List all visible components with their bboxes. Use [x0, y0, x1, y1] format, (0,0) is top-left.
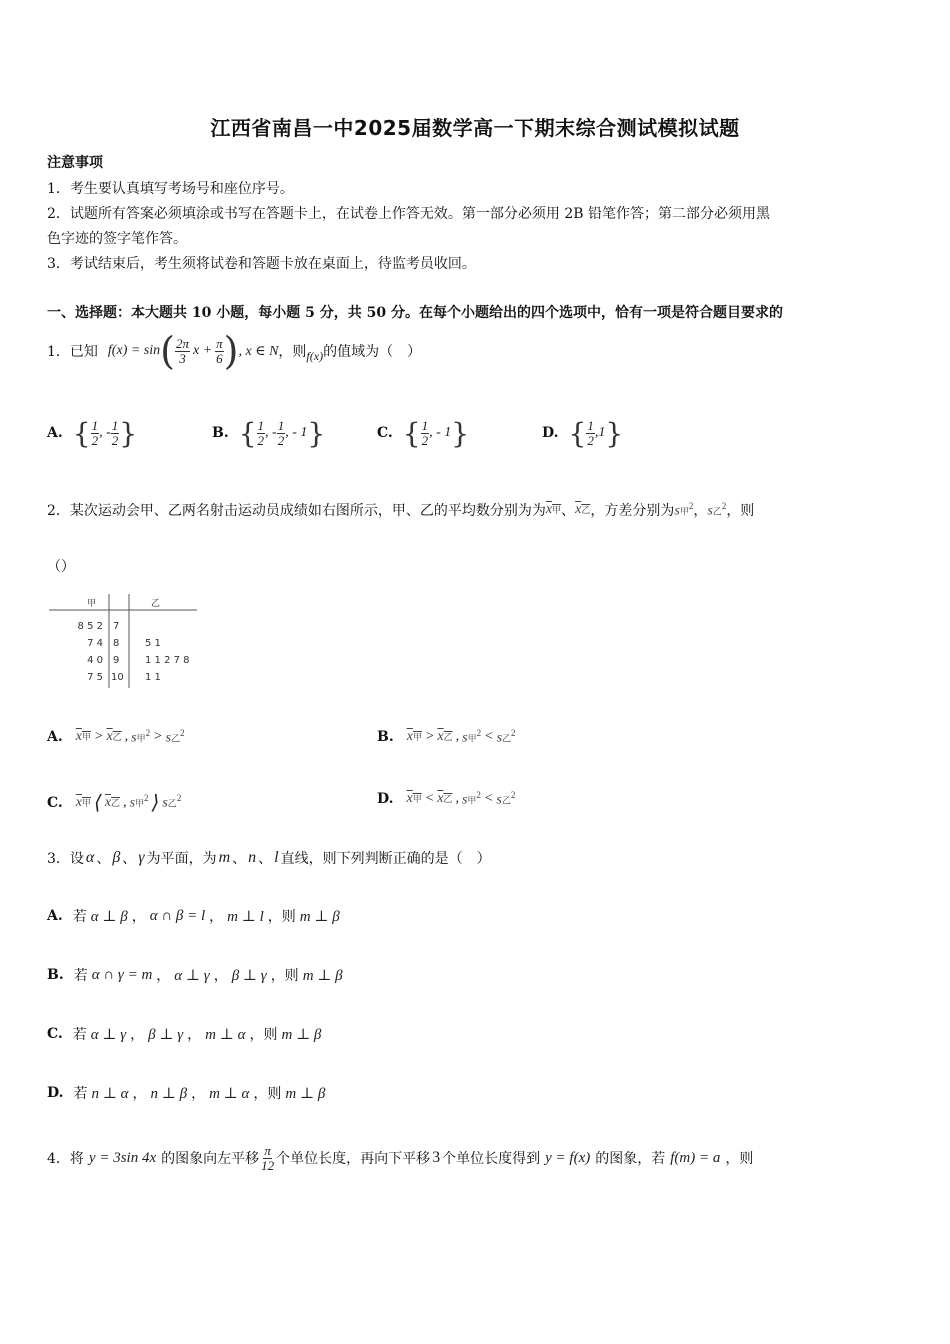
q1-option-d[interactable]	[542, 410, 623, 456]
q2-comma: ，	[693, 503, 708, 519]
q2-paren: （）	[47, 559, 75, 575]
q3-option-a[interactable]: A. 若 α ⊥ β ， α ∩ β = l ， m ⊥ l ，则 m ⊥ β	[47, 907, 340, 925]
q2-option-d[interactable]: D. x甲 < x乙 , s甲$^2$ < s乙$^2$	[377, 790, 516, 808]
option-label: D.	[47, 1085, 64, 1101]
frac-half: $\frac{1}{2}$	[111, 417, 119, 448]
q1-condition: , x ∈ N	[238, 343, 279, 359]
s-yi: s乙$^2$	[496, 728, 516, 746]
q1-tail: 的值域为（ ）	[323, 344, 422, 360]
condition-3: m ⊥ l	[227, 908, 264, 925]
result: m ⊥ β	[302, 967, 343, 984]
option-label: B.	[377, 729, 394, 746]
q3-mid: 为平面，为	[146, 851, 217, 867]
q2-xbar-yi: x乙	[575, 502, 591, 517]
frac-half: $\frac{1}{2}$	[277, 417, 285, 448]
question-3: 3．设 α 、 β 、 γ 为平面，为 m 、 n 、 l 直线，则下列判断正确的是（ ）	[47, 849, 491, 867]
q4-text-1: 的图象向左平移	[161, 1151, 260, 1167]
ruo: 若	[73, 968, 88, 984]
relation: ⟩	[151, 792, 160, 814]
xbar-yi: x乙	[437, 791, 453, 807]
q4-expr2: y = f(x)	[545, 1149, 591, 1166]
page-title: 江西省南昌一中2025届数学高一下期末综合测试模拟试题	[210, 116, 740, 140]
q2-sep: 、	[561, 503, 576, 519]
plot-header-jia: 甲	[87, 599, 97, 609]
q1-option-b[interactable]	[212, 410, 325, 456]
q4-text-2: 个单位长度，再向下平移	[276, 1151, 431, 1167]
q3-alpha: α	[85, 849, 95, 866]
q1-mid: x +	[192, 343, 213, 358]
condition-2: α ∩ β = l	[149, 907, 206, 924]
q1-tail-pre: ，则	[278, 344, 307, 360]
one: ,1	[594, 425, 606, 440]
q1-option-a[interactable]	[47, 410, 137, 456]
q1-fraction-2: $\frac{\pi}{6}$	[216, 335, 223, 366]
relation: <	[484, 729, 494, 745]
q3-option-d[interactable]: D. 若 n ⊥ α ， n ⊥ β ， m ⊥ α ，则 m ⊥ β	[47, 1085, 326, 1102]
plot-stem: 8	[113, 638, 120, 649]
s-jia: s甲$^2$	[129, 793, 149, 811]
condition-3: m ⊥ α	[209, 1085, 250, 1102]
neg-sign: , -	[265, 425, 277, 440]
q4-expr3: f(m) = a	[670, 1149, 721, 1166]
condition-3: m ⊥ α	[205, 1026, 246, 1043]
condition-2: β ⊥ γ	[148, 1026, 184, 1043]
neg-one: , - 1	[285, 425, 308, 440]
q1-close-paren: )	[223, 329, 239, 373]
q3-number: 3．设	[47, 851, 84, 867]
q3-gamma: γ	[138, 849, 145, 866]
condition-2: n ⊥ β	[150, 1085, 188, 1102]
q2-s-jia: s甲$^2$	[674, 500, 694, 519]
q2-option-b[interactable]: B. x甲 > x乙 , s甲$^2$ < s乙$^2$	[377, 728, 516, 746]
ruo: 若	[72, 909, 87, 925]
notice-item-2: 2．试题所有答案必须填涂或书写在答题卡上，在试卷上作答无效。第一部分必须用 2B 铅笔作答；第二部分必须用黑	[47, 206, 770, 222]
relation: ⟨	[94, 792, 102, 814]
section-heading: 一、选择题：本大题共 10 小题，每小题 5 分，共 50 分。在每个小题给出的四个选项中，恰有一项是符合题目要求的	[47, 305, 783, 321]
s-jia: s甲$^2$	[462, 728, 482, 746]
q1-fraction-1: $\frac{2\pi}{3}$	[175, 335, 189, 366]
notice-item-3: 3．考试结束后，考生须将试卷和答题卡放在桌面上，待监考员收回。	[47, 256, 476, 272]
option-label: A.	[47, 729, 63, 746]
s-yi: s乙$^2$	[496, 790, 516, 808]
neg-sign: , -	[99, 425, 111, 440]
s-jia: s甲$^2$	[131, 728, 151, 746]
q3-l: l	[274, 849, 279, 866]
xbar-jia: x甲	[406, 791, 422, 807]
relation: >	[424, 729, 435, 745]
notice-item-1: 1．考生要认真填写考场号和座位序号。	[47, 181, 294, 197]
plot-right-leaf: 1 1 2 7 8	[145, 655, 190, 666]
brace-close: }	[119, 416, 138, 450]
q2-text-c: ，则	[726, 503, 755, 519]
brace-open: {	[238, 416, 257, 450]
frac-half: $\frac{1}{2}$	[587, 417, 594, 448]
option-label: D.	[542, 425, 559, 441]
option-label: A.	[47, 425, 63, 441]
brace-close: }	[307, 416, 326, 450]
xbar-jia: x甲	[75, 794, 92, 810]
plot-left-leaf: 4 0	[87, 655, 103, 666]
q2-text-b: ，方差分别为	[590, 503, 675, 519]
q2-text-a: 2．某次运动会甲、乙两名射击运动员成绩如右图所示，甲、乙的平均数分别为为	[47, 503, 546, 519]
xbar-yi: x乙	[106, 729, 122, 745]
relation: <	[424, 791, 435, 807]
result: m ⊥ β	[281, 1026, 322, 1043]
option-label: B.	[47, 967, 64, 983]
q3-option-c[interactable]: C. 若 α ⊥ γ ， β ⊥ γ ， m ⊥ α ，则 m ⊥ β	[47, 1026, 322, 1043]
plot-stem: 7	[113, 621, 120, 632]
condition-1: α ⊥ γ	[90, 1026, 127, 1043]
plot-left-leaf: 8 5 2	[77, 621, 103, 632]
plot-stem: 9	[113, 655, 120, 666]
plot-left-leaf: 7 5	[87, 672, 103, 683]
q4-expr: y = 3sin 4x	[88, 1149, 157, 1166]
plot-left-leaf: 7 4	[87, 638, 103, 649]
q4-fraction: $\frac{\pi}{12}$	[261, 1142, 275, 1173]
plot-right-leaf: 5 1	[145, 638, 161, 649]
xbar-jia: x甲	[75, 729, 91, 745]
option-label: C.	[47, 794, 63, 811]
q1-function: f(x) = sin	[107, 343, 161, 358]
condition-3: β ⊥ γ	[231, 967, 267, 984]
s-jia: s甲$^2$	[461, 790, 481, 808]
option-label: B.	[212, 425, 229, 441]
q4-text-3: 个单位长度得到	[442, 1151, 541, 1167]
result: m ⊥ β	[299, 908, 340, 925]
q1-option-c[interactable]	[377, 410, 469, 456]
condition-2: α ⊥ γ	[174, 967, 210, 984]
option-label: A.	[47, 908, 63, 924]
brace-open: {	[402, 416, 421, 450]
frac-half: $\frac{1}{2}$	[91, 417, 99, 448]
xbar-yi: x乙	[437, 729, 453, 745]
relation: >	[93, 729, 104, 745]
stem-leaf-plot	[47, 592, 207, 692]
question-4	[47, 1138, 753, 1178]
s-yi: s乙$^2$	[162, 793, 182, 811]
ruo: 若	[73, 1086, 88, 1102]
question-1	[47, 328, 421, 374]
brace-open: {	[72, 416, 91, 450]
q4-three: 3	[432, 1149, 441, 1166]
q1-open-paren: (	[160, 329, 175, 373]
neg-one: , - 1	[429, 425, 452, 440]
q3-m: m	[218, 849, 231, 866]
option-label: D.	[377, 791, 394, 808]
plot-stem: 10	[111, 672, 124, 683]
q2-option-a[interactable]: A. x甲 > x乙 , s甲$^2$ > s乙$^2$	[47, 728, 185, 746]
q3-n: n	[248, 849, 257, 866]
result: m ⊥ β	[285, 1085, 326, 1102]
q4-text-4: 的图象，若	[595, 1151, 666, 1167]
question-2	[47, 500, 754, 520]
brace-close: }	[605, 416, 624, 450]
frac-half: $\frac{1}{2}$	[257, 417, 265, 448]
q1-number: 1．已知	[47, 344, 98, 360]
option-label: C.	[377, 425, 393, 441]
q2-s-yi: s乙$^2$	[707, 500, 727, 519]
relation: <	[483, 791, 494, 807]
xbar-jia: x甲	[406, 729, 422, 745]
brace-open: {	[568, 416, 587, 450]
q3-beta: β	[112, 849, 121, 866]
notice-heading: 注意事项	[47, 155, 103, 171]
q3-tail: 直线，则下列判断正确的是（ ）	[280, 851, 491, 867]
xbar-yi: x乙	[104, 794, 121, 810]
q3-option-b[interactable]: B. 若 α ∩ γ = m ， α ⊥ γ ， β ⊥ γ ，则 m ⊥ β	[47, 966, 343, 984]
plot-right-leaf: 1 1	[145, 672, 161, 683]
ruo: 若	[72, 1027, 87, 1043]
q4-text-5: ，则	[725, 1151, 754, 1167]
relation: >	[153, 729, 163, 745]
frac-half: $\frac{1}{2}$	[421, 417, 429, 448]
condition-1: α ∩ γ = m	[91, 966, 153, 983]
condition-1: n ⊥ α	[91, 1085, 129, 1102]
brace-close: }	[451, 416, 470, 450]
s-yi: s乙$^2$	[165, 728, 185, 746]
option-label: C.	[47, 1026, 63, 1042]
q1-fx: f(x)	[306, 348, 324, 363]
q2-option-c[interactable]: C. x甲 ⟨ x乙 , s甲$^2$ ⟩ s乙$^2$	[47, 792, 182, 814]
notice-item-2-cont: 色字迹的签字笔作答。	[47, 231, 187, 247]
condition-1: α ⊥ β	[90, 908, 128, 925]
plot-header-yi: 乙	[151, 599, 161, 609]
q4-number: 4．将	[47, 1151, 84, 1167]
q2-xbar-jia: x甲	[545, 502, 562, 517]
